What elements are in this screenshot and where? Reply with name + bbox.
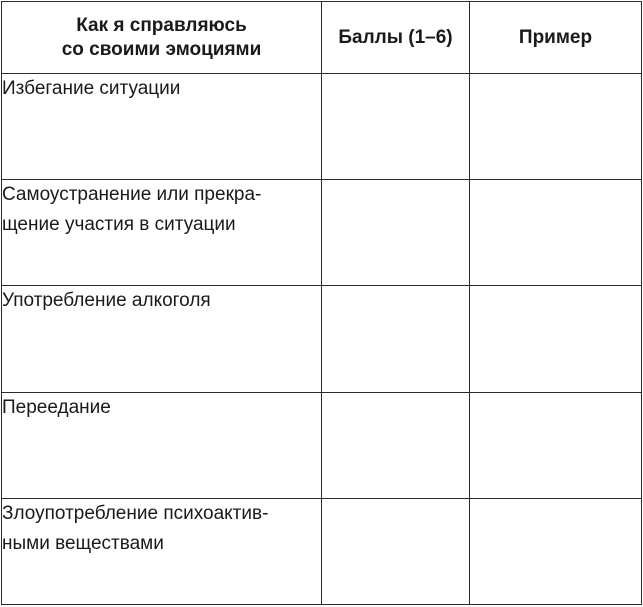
row-label-line: Употребление алкоголя [2, 290, 211, 312]
header-coping-line-1: Как я справляюсь [76, 14, 247, 36]
header-row [2, 2, 642, 74]
example-cell[interactable] [470, 286, 642, 392]
table-row [2, 498, 642, 604]
table-row [2, 286, 642, 392]
score-cell[interactable] [322, 180, 470, 286]
row-label [2, 392, 322, 498]
score-cell[interactable] [322, 498, 470, 604]
table-row [2, 392, 642, 498]
header-coping [2, 2, 322, 74]
table-row [2, 74, 642, 180]
score-cell[interactable] [322, 286, 470, 392]
example-cell[interactable] [470, 392, 642, 498]
header-coping-line-2: со своими эмоциями [61, 38, 262, 60]
example-cell[interactable] [470, 498, 642, 604]
score-cell[interactable] [322, 74, 470, 180]
score-cell[interactable] [322, 392, 470, 498]
row-label [2, 74, 322, 180]
row-label [2, 498, 322, 604]
row-label-line: щение участия в ситуации [2, 214, 236, 236]
row-label-line: Самоустранение или прекра- [2, 184, 262, 206]
row-label-line: Избегание ситуации [2, 78, 181, 100]
row-label [2, 180, 322, 286]
row-label [2, 286, 322, 392]
row-label-line: Злоупотребление психоактив- [2, 502, 269, 524]
table-row [2, 180, 642, 286]
coping-worksheet-table [1, 1, 642, 605]
example-cell[interactable] [470, 180, 642, 286]
header-score: Баллы (1–6) [322, 2, 470, 74]
header-example: Пример [470, 2, 642, 74]
row-label-line: Переедание [2, 396, 111, 418]
example-cell[interactable] [470, 74, 642, 180]
row-label-line: ными веществами [2, 532, 164, 554]
